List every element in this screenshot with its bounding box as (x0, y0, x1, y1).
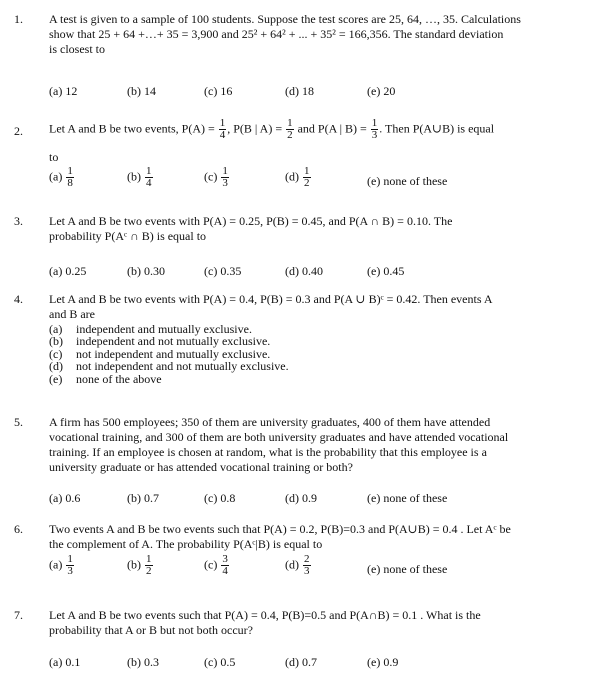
numerator: 1 (371, 117, 378, 129)
numerator: 3 (222, 553, 228, 565)
stem-line: training. If an employee is chosen at random, what is the probability that this employee is a (49, 445, 487, 459)
option-label: (b) (49, 334, 63, 349)
option-a[interactable]: (a) 0.1 (49, 655, 81, 669)
numerator: 1 (146, 165, 152, 177)
stem-text: and P(A | B) = (297, 121, 367, 136)
fraction (286, 118, 294, 141)
stem-text: . Then P(A∪B) is equal (379, 121, 495, 136)
option-text: none of the above (76, 371, 162, 386)
fraction (371, 118, 379, 141)
fraction (66, 554, 74, 577)
stem-line: the complement of A. The probability P(Aᶜ|B) is equal to (49, 537, 323, 551)
option-text: independent and mutually exclusive. (76, 322, 252, 336)
question-stem (49, 292, 579, 322)
stem-line: vocational training, and 300 of them are both university graduates and have attended vocational (49, 430, 509, 444)
question-stem (49, 415, 579, 475)
numerator: 1 (287, 117, 293, 129)
denominator: 3 (371, 129, 378, 141)
stem-text: , P(B | A) = (227, 121, 283, 136)
option-c[interactable]: (c) 0.5 (204, 655, 236, 669)
option-c[interactable]: (c) 0.35 (204, 264, 242, 278)
option-b[interactable] (127, 166, 154, 189)
denominator: 3 (304, 565, 310, 577)
option-text: not independent and not mutually exclusive. (76, 359, 289, 374)
option-e[interactable]: (e) none of these (367, 174, 448, 188)
question-number: 2. (14, 124, 23, 138)
option-b[interactable]: (b) 0.7 (127, 491, 159, 505)
denominator: 4 (222, 565, 228, 577)
option-e[interactable] (49, 373, 289, 385)
option-a[interactable]: (a) 0.25 (49, 264, 87, 278)
fraction (303, 554, 311, 577)
numerator: 1 (146, 553, 152, 565)
option-label: (d) (285, 169, 299, 184)
stem-line: A firm has 500 employees; 350 of them are university graduates, 400 of them have attended (49, 415, 491, 429)
option-label: (b) (127, 169, 141, 184)
question-number: 5. (14, 415, 23, 429)
denominator: 2 (146, 565, 152, 577)
stem-line: Let A and B be two events with P(A) = 0.4, P(B) = 0.3 and P(A ∪ B)ᶜ = 0.42. Then events A (49, 292, 493, 306)
option-e[interactable]: (e) none of these (367, 491, 448, 505)
option-label: (a) (49, 169, 63, 184)
option-a[interactable]: (a) 12 (49, 84, 78, 98)
option-b[interactable]: (b) 14 (127, 84, 156, 98)
option-label: (c) (49, 346, 63, 361)
option-label: (a) (49, 557, 63, 572)
denominator: 4 (219, 129, 226, 141)
option-e[interactable]: (e) 20 (367, 84, 396, 98)
stem-line: to (49, 150, 59, 164)
denominator: 2 (287, 129, 293, 141)
fraction (66, 166, 74, 189)
option-e[interactable]: (e) none of these (367, 562, 448, 576)
option-label: (a) (49, 322, 63, 336)
question-stem (49, 608, 579, 638)
numerator: 1 (222, 165, 228, 177)
stem-line: show that 25 + 64 +…+ 35 = 3,900 and 25² + 64² + ... + 35² = 166,356. The standard deviation (49, 27, 504, 41)
option-a[interactable] (49, 166, 75, 189)
fraction (145, 166, 153, 189)
option-b[interactable]: (b) 0.3 (127, 655, 159, 669)
option-c[interactable] (204, 554, 230, 577)
denominator: 4 (146, 177, 152, 189)
question-number: 1. (14, 12, 23, 26)
option-b[interactable] (127, 554, 154, 577)
stem-text: Let A and B be two events, P(A) = (49, 121, 215, 136)
stem-line: and B are (49, 307, 95, 321)
stem-line: probability P(Aᶜ ∩ B) is equal to (49, 229, 207, 243)
question-number: 7. (14, 608, 23, 622)
denominator: 3 (222, 177, 228, 189)
question-number: 6. (14, 522, 23, 536)
option-label: (c) (204, 169, 218, 184)
stem-line: Two events A and B be two events such that P(A) = 0.2, P(B)=0.3 and P(A∪B) = 0.4 . Let Aᶜ be (49, 522, 511, 536)
question-number: 3. (14, 214, 23, 228)
option-d[interactable] (285, 554, 312, 577)
option-text: independent and not mutually exclusive. (76, 334, 271, 349)
stem-line: Let A and B be two events with P(A) = 0.25, P(B) = 0.45, and P(A ∩ B) = 0.10. The (49, 214, 453, 228)
answer-list (49, 323, 289, 385)
option-d[interactable]: (d) 0.7 (285, 655, 317, 669)
denominator: 3 (67, 565, 73, 577)
option-label: (d) (49, 359, 63, 374)
numerator: 1 (219, 117, 226, 129)
option-text: not independent and mutually exclusive. (76, 346, 271, 361)
option-label: (d) (285, 557, 299, 572)
fraction (221, 166, 229, 189)
denominator: 8 (67, 177, 73, 189)
option-d[interactable]: (d) 18 (285, 84, 314, 98)
option-c[interactable]: (c) 16 (204, 84, 233, 98)
stem-line: university graduate or has attended vocational training or both? (49, 460, 353, 474)
option-e[interactable]: (e) 0.45 (367, 264, 405, 278)
option-label: (e) (49, 371, 63, 386)
numerator: 2 (304, 553, 310, 565)
option-c[interactable]: (c) 0.8 (204, 491, 236, 505)
option-d[interactable]: (d) 0.40 (285, 264, 323, 278)
question-stem (49, 118, 579, 141)
fraction (219, 118, 227, 141)
option-a[interactable] (49, 554, 75, 577)
fraction (145, 554, 153, 577)
stem-line: probability that A or B but not both occur? (49, 623, 253, 637)
numerator: 1 (67, 165, 73, 177)
stem-line: A test is given to a sample of 100 students. Suppose the test scores are 25, 64, …, 35. Calculations (49, 12, 521, 26)
option-b[interactable]: (b) 0.30 (127, 264, 165, 278)
option-d[interactable]: (d) 0.9 (285, 491, 317, 505)
denominator: 2 (304, 177, 310, 189)
numerator: 1 (67, 553, 73, 565)
fraction (221, 554, 229, 577)
stem-line: Let A and B be two events such that P(A) = 0.4, P(B)=0.5 and P(A∩B) = 0.1 . What is the (49, 608, 481, 622)
question-stem (49, 522, 579, 552)
option-label: (b) (127, 557, 141, 572)
question-stem (49, 214, 579, 244)
option-e[interactable]: (e) 0.9 (367, 655, 399, 669)
question-number: 4. (14, 292, 23, 306)
fraction (303, 166, 311, 189)
option-a[interactable]: (a) 0.6 (49, 491, 81, 505)
option-label: (c) (204, 557, 218, 572)
question-stem (49, 12, 579, 57)
stem-line: is closest to (49, 42, 105, 56)
numerator: 1 (304, 165, 310, 177)
option-d[interactable] (285, 166, 312, 189)
option-c[interactable] (204, 166, 230, 189)
